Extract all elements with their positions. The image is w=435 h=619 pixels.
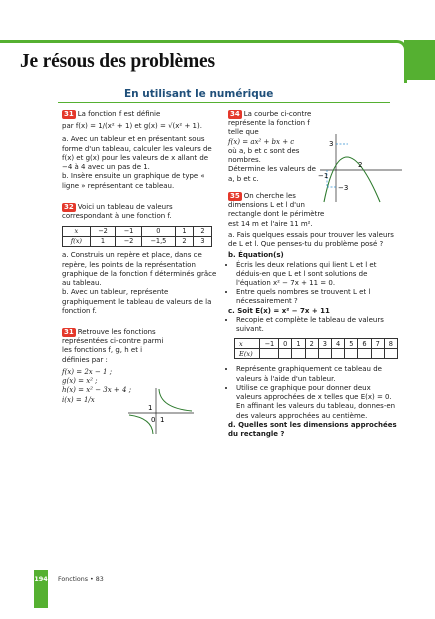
table-cell: 8 (384, 339, 397, 349)
table-cell: 0 (141, 227, 175, 237)
question-b: b. Insère ensuite un graphique de type « ligne » représentant ce tableau. (62, 172, 205, 190)
question-c-list-2 (228, 365, 398, 402)
question-b: b. Avec un tableur, représente graphiquement le tableau de valeurs de la fonction f. (62, 288, 212, 315)
table-cell (331, 349, 344, 359)
question-d: d. Quelles sont les dimensions approchées du rectangle ? (228, 420, 397, 439)
exercise-text: La courbe ci-contre représente la fonction f telle que (228, 110, 312, 137)
exercise-number: 31 (64, 110, 74, 118)
page-number-tab (34, 570, 48, 608)
table-cell (318, 349, 331, 359)
tick-label-m1: −1 (318, 172, 329, 180)
table-cell: −2 (116, 237, 142, 247)
exercise-35-body (228, 231, 398, 439)
table-cell: 2 (305, 339, 318, 349)
exercise-32 (62, 203, 220, 316)
section-title: En utilisant le numérique (124, 88, 274, 100)
left-column (62, 110, 220, 405)
table-cell: f(x) (63, 237, 91, 247)
list-item: • Représente graphiquement ce tableau de valeurs à l'aide d'un tableur. (236, 365, 398, 383)
list-item: • Utilise ce graphique pour donner deux valeurs approchées de x telles que E(x) = 0. (236, 384, 398, 402)
list-item: • Écris les deux relations qui lient L et l et déduis-en que L et l sont solutions de l'équation x² − 7x + 11 = 0. (236, 261, 398, 289)
exercise-formula: par f(x) = 1/(x² + 1) et g(x) = √(x² + 1). (62, 122, 202, 131)
table-cell: 1 (292, 339, 305, 349)
table-row (63, 237, 212, 247)
table-cell (279, 349, 292, 359)
values-table (62, 226, 212, 247)
tick-label-3: 3 (329, 140, 334, 148)
table-cell: −2 (90, 227, 116, 237)
exercise-number: 31 (64, 327, 74, 336)
table-cell: 5 (345, 339, 358, 349)
table-cell: 3 (193, 237, 211, 247)
table-row (235, 349, 398, 359)
exercise-number: 35 (230, 191, 240, 200)
banner-strip (404, 40, 435, 80)
exercise-formula: f(x) = ax² + bx + c (228, 137, 295, 146)
function-f: f(x) = 2x − 1 ; (62, 367, 113, 376)
table-cell (260, 349, 279, 359)
tick-label-m3: −3 (338, 184, 349, 192)
question-b-list (228, 261, 398, 307)
table-cell: 2 (193, 227, 211, 237)
table-cell: 7 (371, 339, 384, 349)
table-row (235, 339, 398, 349)
table-cell (358, 349, 371, 359)
question-c-list (228, 316, 398, 334)
parabola-curve (324, 157, 380, 202)
exercise-35 (228, 192, 326, 229)
function-h: h(x) = x² − 3x + 4 ; (62, 386, 132, 395)
question-a: a. Construis un repère et place, dans ce repère, les points de la représentation graphique de la fonction f déterminés grâce au tableau. (62, 251, 217, 288)
exercise-text: Voici un tableau de valeurs correspondant à une fonction f. (62, 202, 173, 221)
exercise-text: Détermine les valeurs de a, b et c. (228, 165, 316, 183)
table-cell (345, 349, 358, 359)
table-cell: E(x) (235, 349, 260, 359)
hyperbola-branch-right (159, 389, 192, 411)
table-cell: 1 (90, 237, 116, 247)
table-cell: 3 (318, 339, 331, 349)
origin-label: 0 (151, 416, 156, 424)
table-cell (384, 349, 397, 359)
question-a: a. Avec un tableur et en présentant sous forme d'un tableau, calculer les valeurs de f(x) et g(x) pour les valeurs de x allant de −4 à 4 avec un pas de 1. (62, 135, 212, 172)
table-cell: −1 (260, 339, 279, 349)
exercise-text: En affinant les valeurs du tableau, donnes-en des valeurs approchées au centième. (236, 402, 396, 420)
parabola-graph (318, 132, 404, 204)
tick-label-x: 1 (160, 416, 165, 424)
exercise-number: 34 (230, 110, 240, 118)
exercise-text: où a, b et c sont des nombres. (228, 146, 300, 165)
table-cell: 1 (175, 227, 193, 237)
exercise-text: On cherche les dimensions L et l d'un rectangle dont le périmètre est 14 m et l'aire 11 m². (228, 191, 325, 228)
table-cell: 4 (331, 339, 344, 349)
table-cell: 6 (358, 339, 371, 349)
table-cell: x (235, 339, 260, 349)
section-divider (58, 102, 390, 103)
tick-label-2: 2 (358, 161, 363, 169)
table-cell: 2 (175, 237, 193, 247)
exercise-text: La fonction f est définie (77, 110, 161, 118)
question-a: a. Fais quelques essais pour trouver les valeurs de L et l. Que penses-tu du problème posé ? (228, 230, 394, 249)
exercise-number: 32 (64, 202, 74, 211)
values-table-e (234, 338, 398, 359)
tick-label-y: 1 (148, 404, 153, 412)
exercise-34 (228, 110, 324, 184)
question-c: c. Soit E(x) = x² − 7x + 11 (228, 306, 330, 315)
footer-text: Fonctions • 83 (58, 576, 104, 583)
table-row (63, 227, 212, 237)
function-g: g(x) = x² ; (62, 377, 98, 386)
table-cell (371, 349, 384, 359)
exercise-text: Retrouve les fonctions représentées ci-contre parmi les fonctions f, g, h et i définies par : (62, 327, 164, 364)
exercise-31a (62, 110, 220, 191)
table-cell (292, 349, 305, 359)
question-b-title: b. Équation(s) (228, 251, 284, 260)
hyperbola-graph (126, 386, 196, 436)
page-title: Je résous des problèmes (20, 51, 215, 72)
page-number: 194 (34, 575, 48, 583)
list-item: • Entre quels nombres se trouvent L et l nécessairement ? (236, 288, 398, 306)
hyperbola-branch-left (129, 415, 156, 434)
list-item: • Recopie et complète le tableau de valeurs suivant. (236, 316, 398, 334)
table-cell (305, 349, 318, 359)
table-cell: x (63, 227, 91, 237)
table-cell: −1 (116, 227, 142, 237)
function-i: i(x) = 1/x (62, 395, 95, 404)
table-cell: −1,5 (141, 237, 175, 247)
table-cell: 0 (279, 339, 292, 349)
